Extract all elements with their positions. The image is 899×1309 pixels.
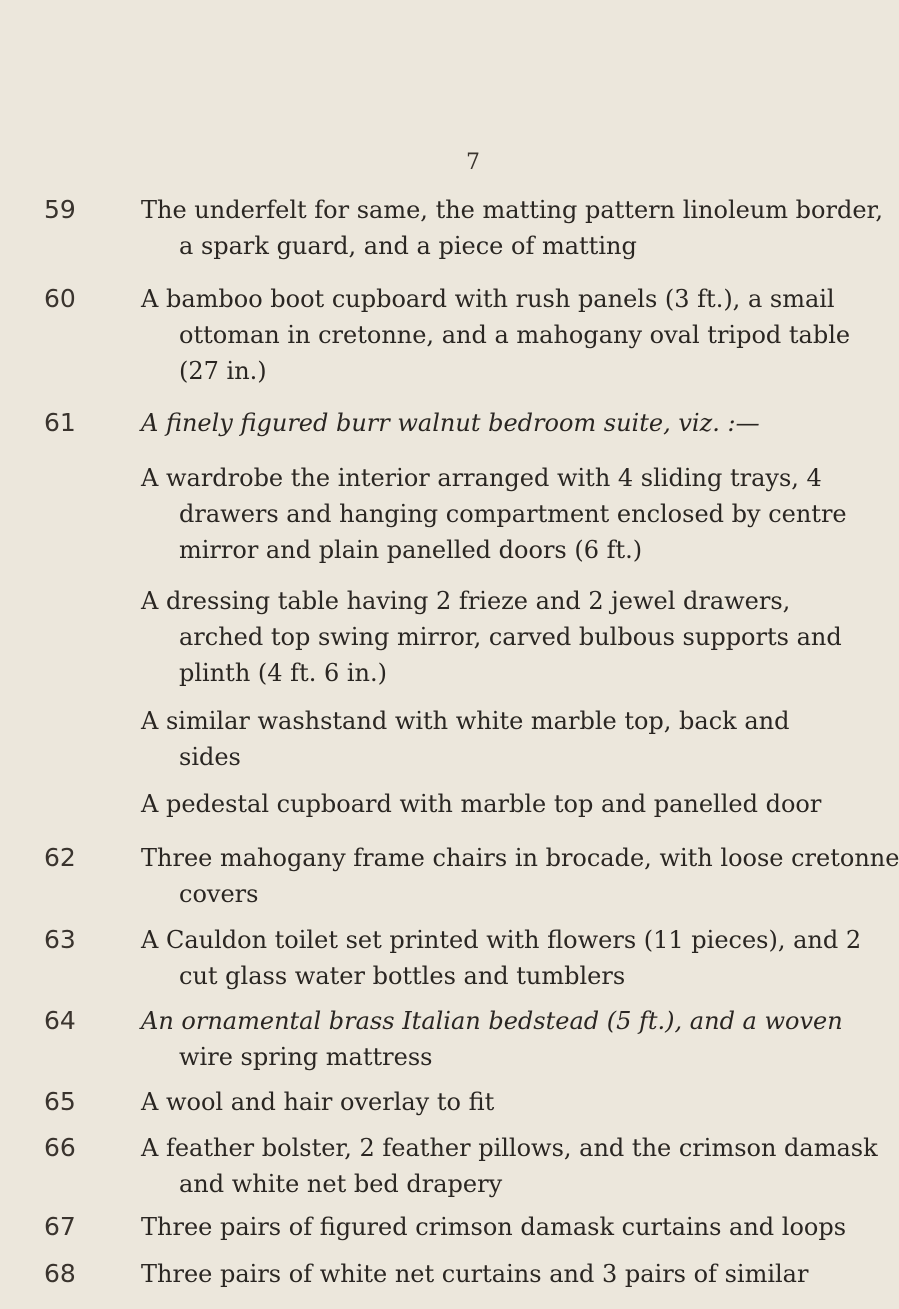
suite-item-line: A pedestal cupboard with marble top and panelled door: [141, 790, 822, 818]
lot-number: 63: [44, 925, 76, 954]
lot-line: Three mahogany frame chairs in brocade, with loose cretonne: [141, 844, 899, 872]
lot-description: [141, 1209, 847, 1245]
lot-number: 68: [44, 1259, 76, 1288]
lot-heading: [141, 405, 781, 441]
suite-item-line: drawers and hanging compartment enclosed by centre: [179, 500, 847, 528]
lot-line: Three pairs of white net curtains and 3 pairs of similar: [141, 1260, 809, 1288]
lot-description: [141, 922, 862, 994]
lot-heading-text: A finely figured burr walnut bedroom suite, viz. :—: [141, 409, 760, 437]
lot-number: 65: [44, 1087, 76, 1116]
suite-item: [141, 786, 822, 822]
suite-item-line: arched top swing mirror, carved bulbous supports and: [179, 623, 842, 651]
suite-item-line: plinth (4 ft. 6 in.): [179, 659, 387, 687]
lot-line: The underfelt for same, the matting pattern linoleum border,: [141, 196, 883, 224]
lot-line: ottoman in cretonne, and a mahogany oval tripod table: [179, 321, 851, 349]
lot-line: A Cauldon toilet set printed with flowers (11 pieces), and 2: [141, 926, 862, 954]
lot-number: 61: [44, 408, 76, 437]
lot-description: [141, 1003, 843, 1075]
lot-line: (27 in.): [179, 357, 267, 385]
lot-description: [141, 192, 883, 264]
suite-item-line: A dressing table having 2 frieze and 2 jewel drawers,: [141, 587, 791, 615]
lot-line: [141, 1003, 843, 1039]
lot-number: 59: [44, 195, 76, 224]
suite-item: [141, 583, 842, 691]
suite-item: [141, 460, 847, 568]
lot-line: A wool and hair overlay to fit: [141, 1088, 495, 1116]
lot-description: [141, 840, 899, 912]
lot-line-text: An ornamental brass Italian bedstead (5 ft.), and a woven: [141, 1007, 843, 1035]
lot-number: 67: [44, 1212, 76, 1241]
lot-description: [141, 281, 851, 389]
page-mark: 7: [466, 150, 480, 175]
lot-description: [141, 405, 781, 441]
lot-description: [141, 1084, 781, 1120]
lot-line: A feather bolster, 2 feather pillows, and the crimson damask: [141, 1134, 878, 1162]
lot-line: covers: [179, 880, 259, 908]
lot-number: 62: [44, 843, 76, 872]
lot-description: [141, 1130, 878, 1202]
suite-item-line: A similar washstand with white marble top, back and: [141, 707, 790, 735]
suite-item-line: A wardrobe the interior arranged with 4 sliding trays, 4: [141, 464, 822, 492]
lot-line: a spark guard, and a piece of matting: [179, 232, 637, 260]
lot-line: and white net bed drapery: [179, 1170, 503, 1198]
suite-item-line: sides: [179, 743, 241, 771]
lot-line: wire spring mattress: [179, 1043, 433, 1071]
lot-line: cut glass water bottles and tumblers: [179, 962, 626, 990]
suite-item: [141, 703, 790, 775]
lot-number: 66: [44, 1133, 76, 1162]
lot-line: A bamboo boot cupboard with rush panels (3 ft.), a smail: [141, 285, 835, 313]
suite-item-line: mirror and plain panelled doors (6 ft.): [179, 536, 643, 564]
lot-number: 60: [44, 284, 76, 313]
lot-description: [141, 1256, 809, 1292]
lot-line: Three pairs of figured crimson damask curtains and loops: [141, 1213, 847, 1241]
lot-number: 64: [44, 1006, 76, 1035]
